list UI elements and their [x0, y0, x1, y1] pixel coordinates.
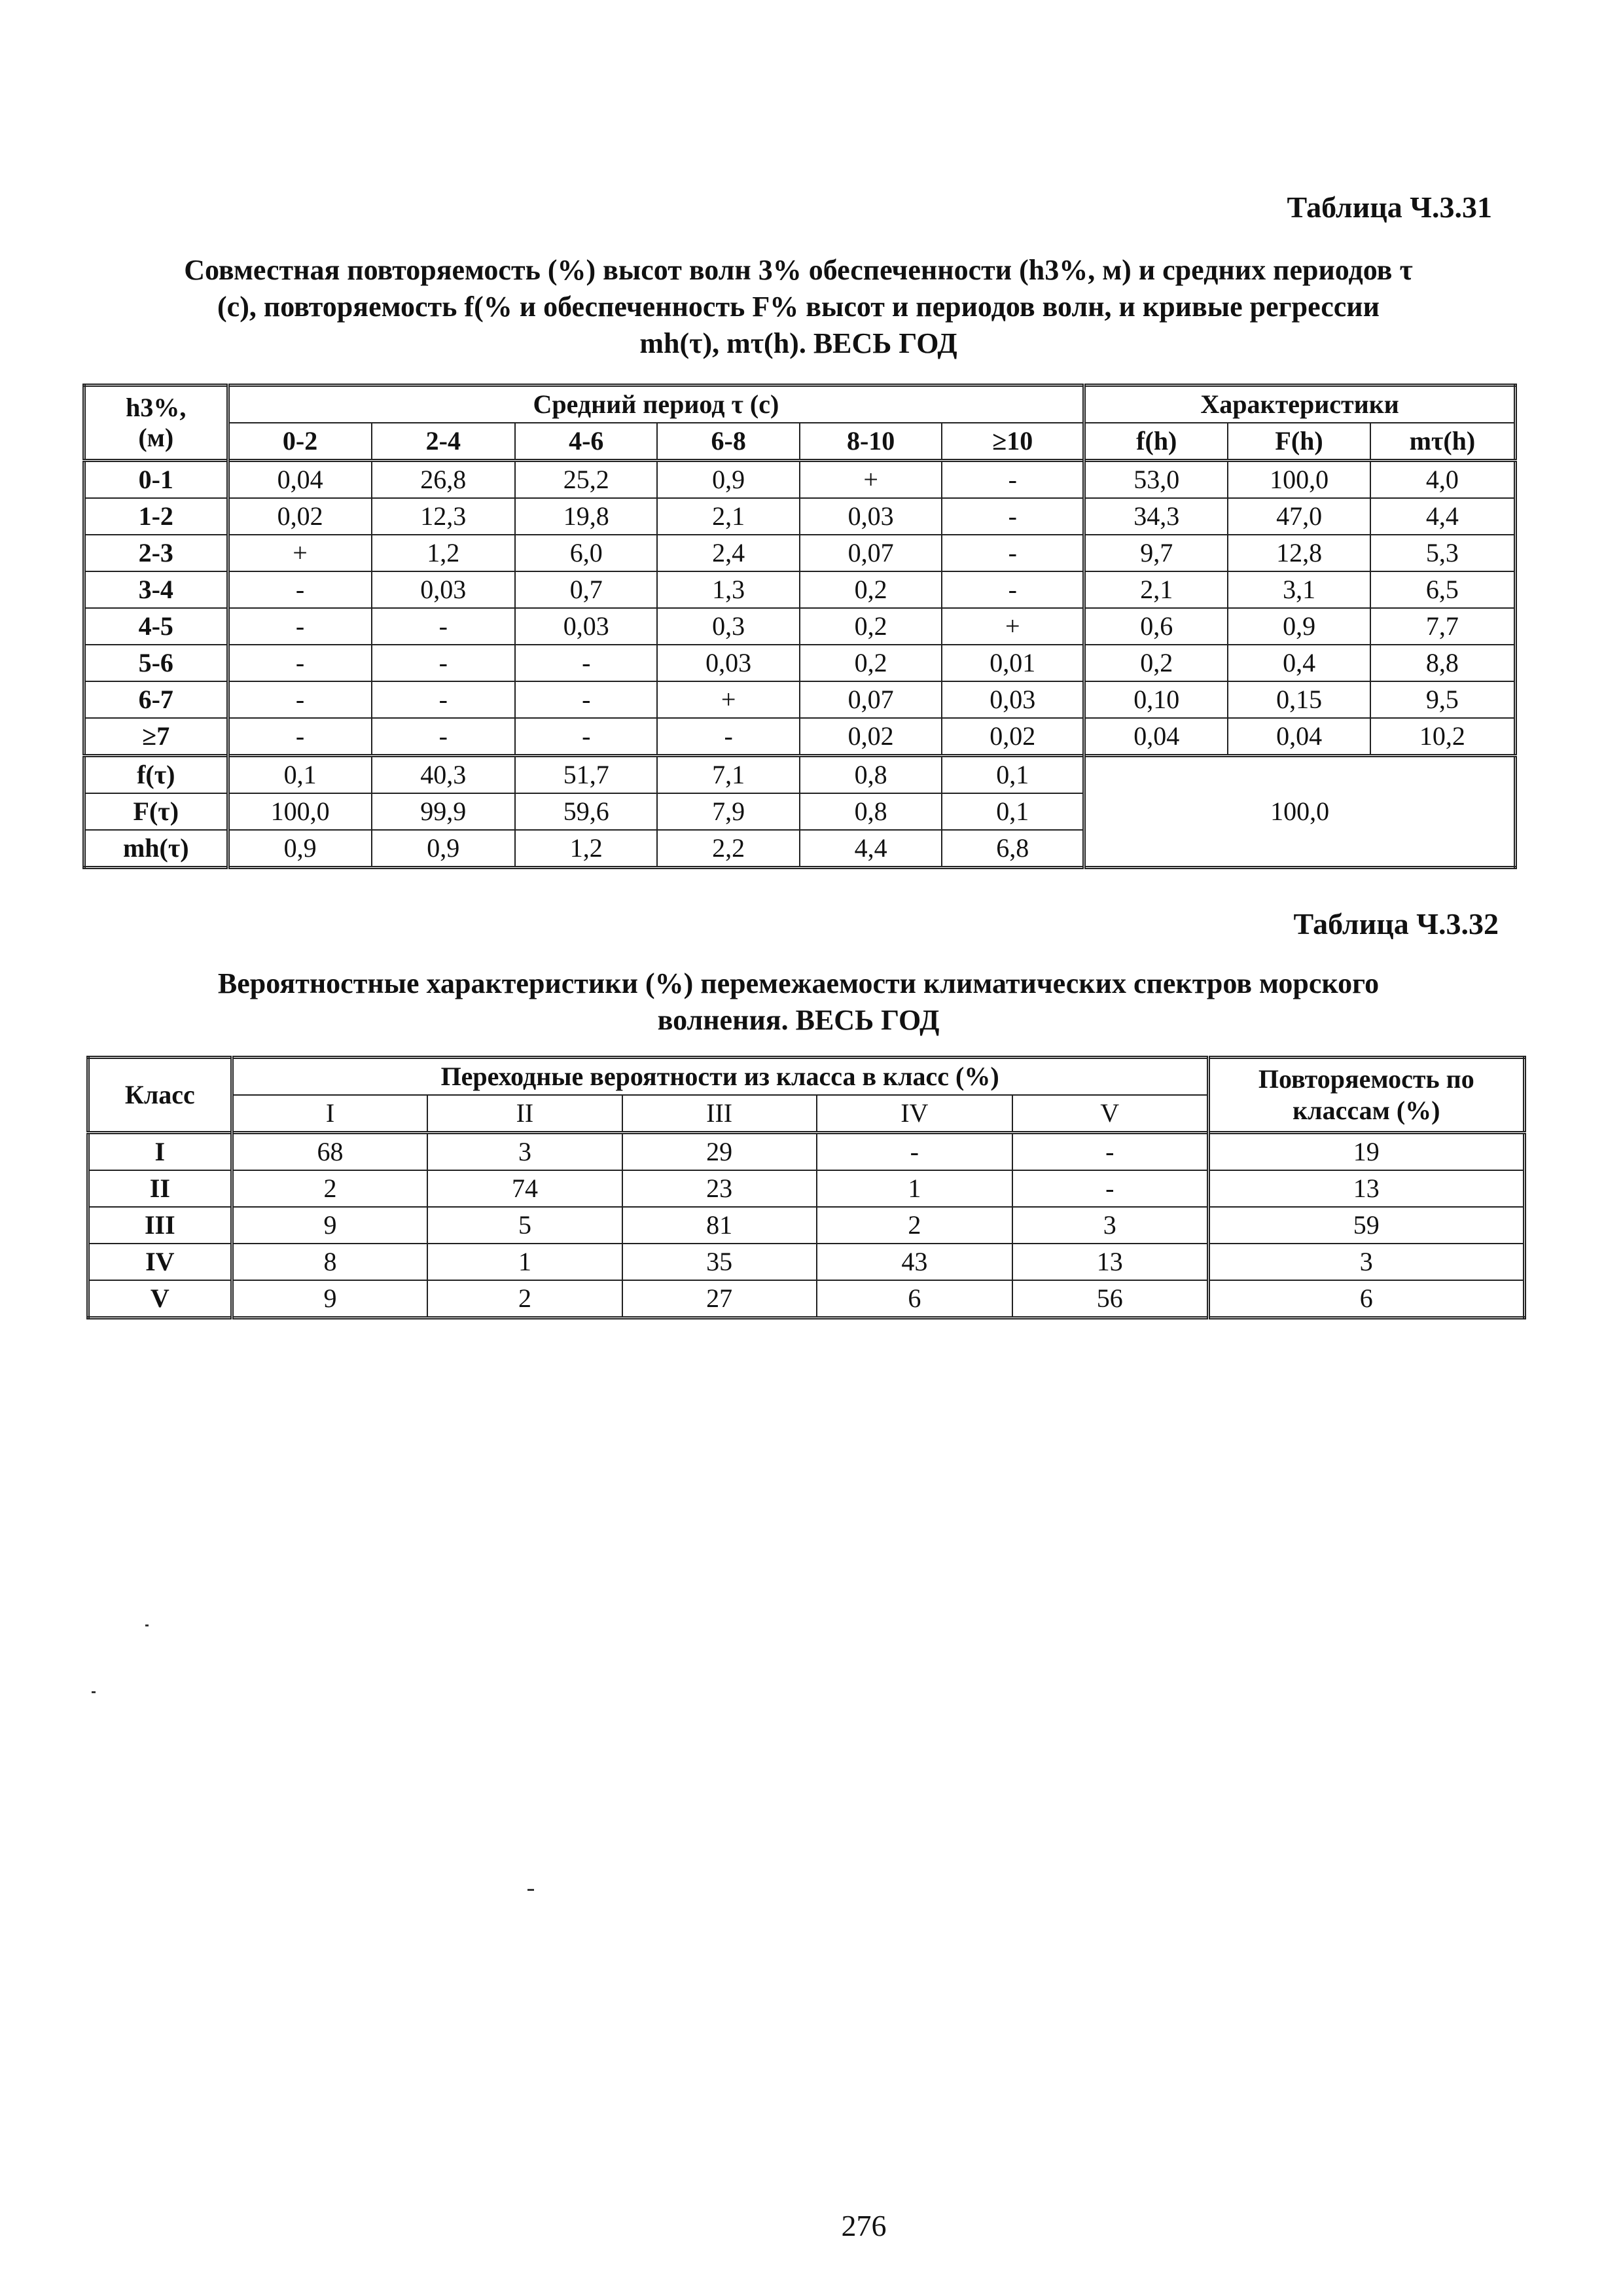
table-cell: -	[228, 608, 372, 645]
table-cell: -	[372, 681, 515, 718]
table-cell: 3,1	[1228, 571, 1370, 608]
table-cell: 2	[817, 1207, 1012, 1244]
row-header: 3-4	[84, 571, 228, 608]
table-cell: -	[228, 718, 372, 756]
table-row	[84, 608, 1516, 645]
table-cell: 0,02	[942, 718, 1084, 756]
table-cell: +	[228, 535, 372, 571]
table-row	[88, 1170, 1525, 1207]
table-cell: 34,3	[1084, 498, 1228, 535]
table-cell: +	[657, 681, 799, 718]
summary-row-header: f(τ)	[84, 756, 228, 794]
table-cell: 2,2	[657, 830, 799, 868]
table-cell: 2,1	[1084, 571, 1228, 608]
table-cell: 0,2	[800, 608, 942, 645]
table-row	[84, 461, 1516, 499]
table-cell: -	[515, 645, 657, 681]
table-cell: 6	[817, 1280, 1012, 1318]
table-cell: 9,7	[1084, 535, 1228, 571]
period-col-header: 4-6	[515, 423, 657, 461]
corner-line2: (м)	[138, 423, 174, 452]
period-col-header: 8-10	[800, 423, 942, 461]
table-cell: -	[515, 681, 657, 718]
row-header: 1-2	[84, 498, 228, 535]
period-col-header: 2-4	[372, 423, 515, 461]
table-cell: 0,10	[1084, 681, 1228, 718]
table-cell: 1,3	[657, 571, 799, 608]
table-cell: 0,9	[657, 461, 799, 499]
table-cell: 8	[232, 1244, 427, 1280]
table-cell: 1	[427, 1244, 622, 1280]
table1-title	[65, 252, 1531, 362]
table-cell: 2	[427, 1280, 622, 1318]
table-cell: 3	[1012, 1207, 1208, 1244]
page-number: 276	[841, 2209, 887, 2242]
table-cell: 27	[622, 1280, 817, 1318]
table-cell: 0,9	[1228, 608, 1370, 645]
table-cell: -	[228, 645, 372, 681]
table-cell: 47,0	[1228, 498, 1370, 535]
frequency-cell: 13	[1208, 1170, 1524, 1207]
table-cell: 7,1	[657, 756, 799, 794]
table-cell: -	[942, 461, 1084, 499]
table-cell: 53,0	[1084, 461, 1228, 499]
summary-row	[84, 756, 1516, 794]
table-cell: 0,8	[800, 793, 942, 830]
table-cell: 0,02	[228, 498, 372, 535]
table1	[82, 384, 1517, 869]
table-cell: 0,07	[800, 681, 942, 718]
table-cell: 59,6	[515, 793, 657, 830]
table-cell: -	[942, 571, 1084, 608]
table-cell: 6,8	[942, 830, 1084, 868]
row-header: IV	[88, 1244, 232, 1280]
table-cell: 9	[232, 1280, 427, 1318]
char-col-header: f(h)	[1084, 423, 1228, 461]
table-cell: 3	[427, 1133, 622, 1171]
table-cell: 23	[622, 1170, 817, 1207]
table-cell: 1	[817, 1170, 1012, 1207]
characteristics-group-header: Характеристики	[1084, 386, 1516, 423]
table-cell: 0,9	[228, 830, 372, 868]
table-cell: 9	[232, 1207, 427, 1244]
period-group-header: Средний период τ (с)	[228, 386, 1084, 423]
summary-row-header: F(τ)	[84, 793, 228, 830]
table-cell: 43	[817, 1244, 1012, 1280]
table-cell: 51,7	[515, 756, 657, 794]
row-header: 5-6	[84, 645, 228, 681]
table-cell: 6,5	[1370, 571, 1516, 608]
char-col-header: mτ(h)	[1370, 423, 1516, 461]
table-cell: 0,01	[942, 645, 1084, 681]
period-col-header: 0-2	[228, 423, 372, 461]
table-cell: +	[942, 608, 1084, 645]
table-cell: 13	[1012, 1244, 1208, 1280]
table-cell: 0,9	[372, 830, 515, 868]
table-cell: 2,1	[657, 498, 799, 535]
table-cell: 25,2	[515, 461, 657, 499]
table-cell: 1,2	[372, 535, 515, 571]
table-cell: 0,2	[800, 571, 942, 608]
table-cell: -	[942, 498, 1084, 535]
table-cell: -	[817, 1133, 1012, 1171]
table-cell: 0,6	[1084, 608, 1228, 645]
table-cell: 7,7	[1370, 608, 1516, 645]
char-col-header: F(h)	[1228, 423, 1370, 461]
table-cell: 0,03	[515, 608, 657, 645]
table2-title-line1: Вероятностные характеристики (%) перемежаемости климатических спектров морского	[217, 967, 1380, 999]
row-header: 2-3	[84, 535, 228, 571]
period-col-header: 6-8	[657, 423, 799, 461]
table-row	[84, 571, 1516, 608]
table-cell: 12,3	[372, 498, 515, 535]
transition-group-header: Переходные вероятности из класса в класс (%)	[232, 1058, 1208, 1096]
table-cell: 5,3	[1370, 535, 1516, 571]
table-cell: 35	[622, 1244, 817, 1280]
row-header: I	[88, 1133, 232, 1171]
table-cell: 5	[427, 1207, 622, 1244]
table-cell: 0,04	[1084, 718, 1228, 756]
frequency-header: Повторяемость по классам (%)	[1208, 1058, 1524, 1133]
table-cell: +	[800, 461, 942, 499]
table1-title-line2: (с), повторяемость f(% и обеспеченность F% высот и периодов волн, и кривые регрессии	[217, 291, 1380, 323]
table-cell: 0,03	[657, 645, 799, 681]
table-cell: 0,04	[228, 461, 372, 499]
table-cell: -	[657, 718, 799, 756]
table-cell: 0,03	[800, 498, 942, 535]
table-cell: -	[228, 681, 372, 718]
table-row	[84, 645, 1516, 681]
scan-mark	[145, 1624, 149, 1626]
frequency-cell: 19	[1208, 1133, 1524, 1171]
table-cell: 0,03	[942, 681, 1084, 718]
table-cell: -	[372, 645, 515, 681]
table-cell: 26,8	[372, 461, 515, 499]
table-row	[88, 1207, 1525, 1244]
table-cell: 0,04	[1228, 718, 1370, 756]
table-cell: 100,0	[1228, 461, 1370, 499]
table-cell: 40,3	[372, 756, 515, 794]
table-cell: -	[372, 718, 515, 756]
table-cell: 0,7	[515, 571, 657, 608]
table-cell: 0,8	[800, 756, 942, 794]
corner-header	[84, 386, 228, 461]
table-row	[88, 1280, 1525, 1318]
table-cell: 2	[232, 1170, 427, 1207]
table-cell: 2,4	[657, 535, 799, 571]
table-cell: 0,07	[800, 535, 942, 571]
table-cell: 1,2	[515, 830, 657, 868]
class-col-header: II	[427, 1095, 622, 1133]
table-cell: 0,1	[942, 793, 1084, 830]
table2-title	[65, 965, 1531, 1039]
frequency-cell: 59	[1208, 1207, 1524, 1244]
table-cell: 29	[622, 1133, 817, 1171]
summary-row-header: mh(τ)	[84, 830, 228, 868]
table-cell: 0,1	[228, 756, 372, 794]
row-header: III	[88, 1207, 232, 1244]
table-cell: -	[372, 608, 515, 645]
table-cell: -	[1012, 1170, 1208, 1207]
frequency-cell: 3	[1208, 1244, 1524, 1280]
table-cell: 68	[232, 1133, 427, 1171]
table-cell: 0,15	[1228, 681, 1370, 718]
table2	[86, 1056, 1526, 1319]
class-header: Класс	[88, 1058, 232, 1133]
table-row	[84, 718, 1516, 756]
table-cell: 12,8	[1228, 535, 1370, 571]
class-col-header: V	[1012, 1095, 1208, 1133]
table-cell: -	[228, 571, 372, 608]
scan-mark	[92, 1691, 96, 1693]
table-cell: 8,8	[1370, 645, 1516, 681]
table-cell: 99,9	[372, 793, 515, 830]
table-cell: -	[1012, 1133, 1208, 1171]
table-cell: 7,9	[657, 793, 799, 830]
table-cell: 9,5	[1370, 681, 1516, 718]
table-cell: 4,4	[1370, 498, 1516, 535]
row-header: 0-1	[84, 461, 228, 499]
table-cell: 0,1	[942, 756, 1084, 794]
row-header: 6-7	[84, 681, 228, 718]
row-header: 4-5	[84, 608, 228, 645]
class-col-header: III	[622, 1095, 817, 1133]
table-row	[88, 1244, 1525, 1280]
scan-mark	[527, 1889, 534, 1891]
table2-label: Таблица Ч.3.32	[1293, 907, 1499, 941]
class-col-header: IV	[817, 1095, 1012, 1133]
row-header: V	[88, 1280, 232, 1318]
table-cell: 0,2	[800, 645, 942, 681]
table-cell: 74	[427, 1170, 622, 1207]
table1-label: Таблица Ч.3.31	[1287, 190, 1492, 224]
table-cell: 100,0	[228, 793, 372, 830]
table-cell: 56	[1012, 1280, 1208, 1318]
table1-title-line1: Совместная повторяемость (%) высот волн 3% обеспеченности (h3%, м) и средних периодов τ	[184, 254, 1413, 286]
table-cell: 0,4	[1228, 645, 1370, 681]
frequency-cell: 6	[1208, 1280, 1524, 1318]
table-row	[84, 498, 1516, 535]
table-cell: 0,02	[800, 718, 942, 756]
row-header: II	[88, 1170, 232, 1207]
table-cell: 0,2	[1084, 645, 1228, 681]
period-col-header: ≥10	[942, 423, 1084, 461]
total-cell: 100,0	[1084, 756, 1516, 868]
table-cell: 4,4	[800, 830, 942, 868]
table1-title-line3: mh(τ), mτ(h). ВЕСЬ ГОД	[639, 327, 957, 359]
table-cell: -	[515, 718, 657, 756]
table-row	[84, 681, 1516, 718]
table2-title-line2: волнения. ВЕСЬ ГОД	[657, 1004, 940, 1036]
row-header: ≥7	[84, 718, 228, 756]
table-cell: 4,0	[1370, 461, 1516, 499]
class-col-header: I	[232, 1095, 427, 1133]
table-cell: 81	[622, 1207, 817, 1244]
corner-line1: h3%,	[126, 393, 187, 422]
table-row	[88, 1133, 1525, 1171]
table-cell: 10,2	[1370, 718, 1516, 756]
table-cell: 0,03	[372, 571, 515, 608]
table-cell: -	[942, 535, 1084, 571]
table-cell: 6,0	[515, 535, 657, 571]
table-row	[84, 535, 1516, 571]
table-cell: 19,8	[515, 498, 657, 535]
table-cell: 0,3	[657, 608, 799, 645]
